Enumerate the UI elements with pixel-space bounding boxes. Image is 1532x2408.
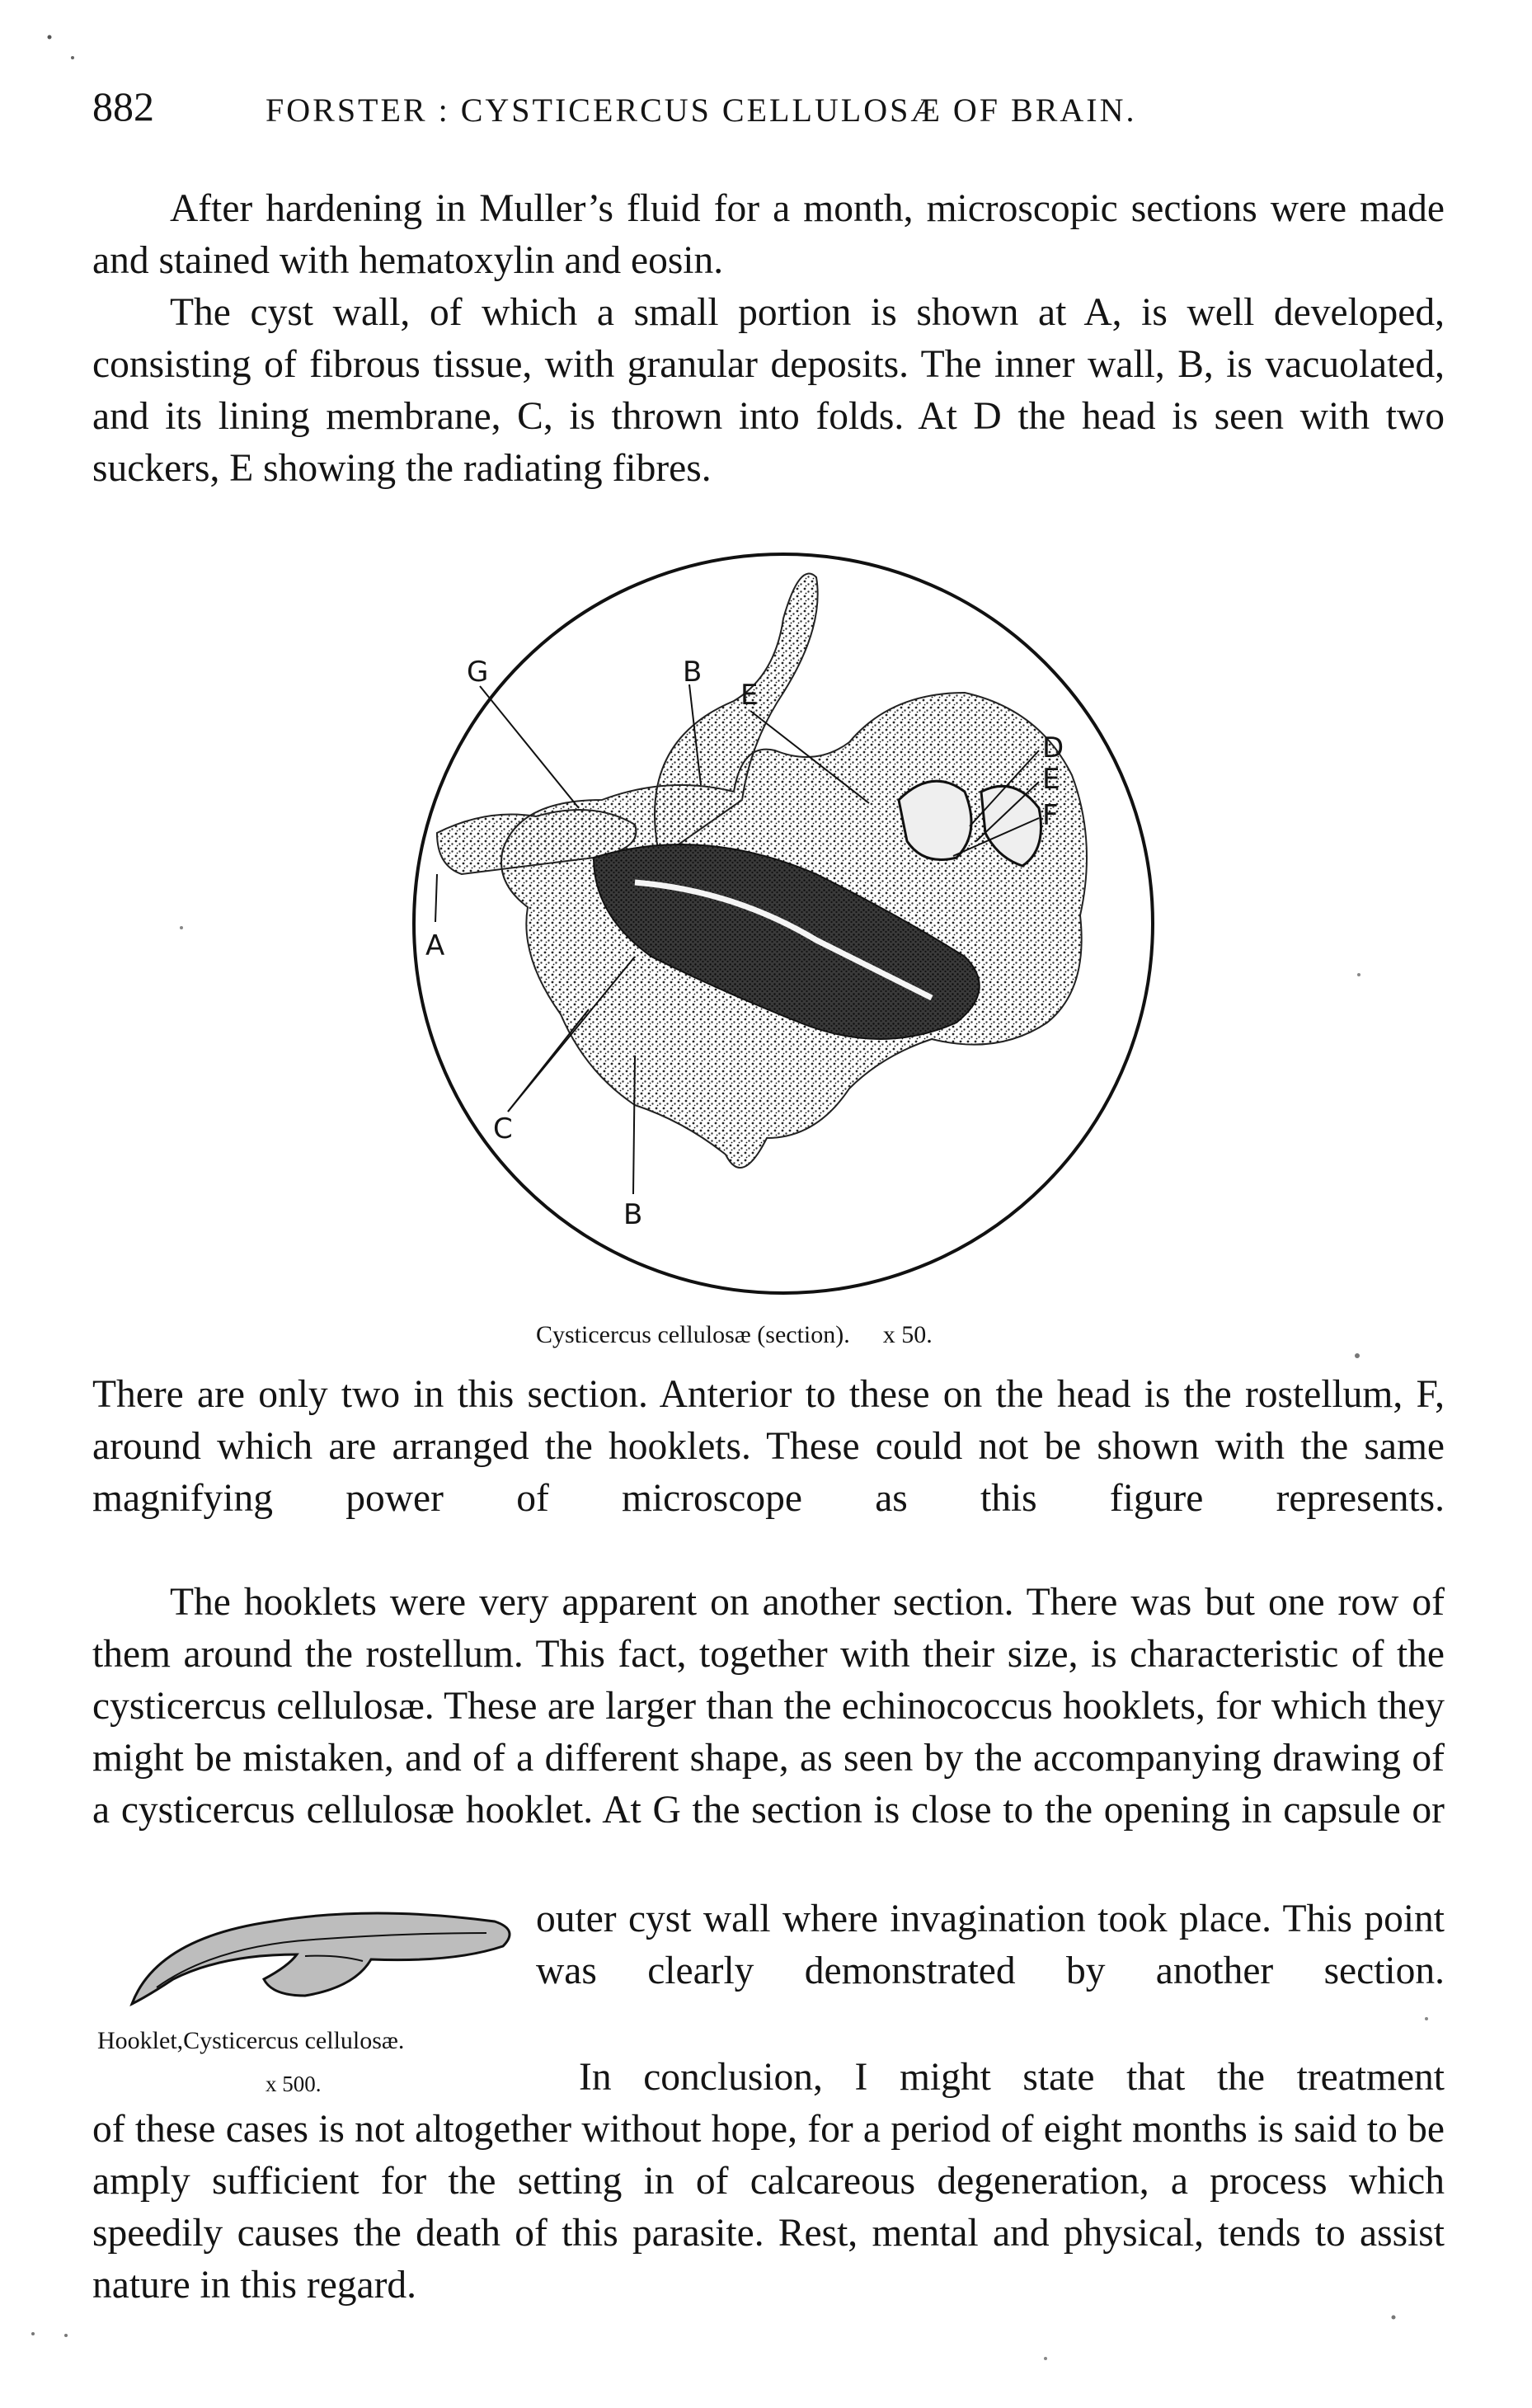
figure-magnification: x 50. [882, 1321, 933, 1348]
label-d: D [1042, 731, 1064, 764]
paragraph-hardening: After hardening in Muller’s fluid for a month, microscopic sections were made and stained with hematoxylin and eosin. [92, 187, 1445, 282]
hooklet-drawing [107, 1897, 519, 2020]
hooklet-caption: Hooklet,Cysticercus cellulosæ. [97, 2027, 405, 2054]
hooklet-magnification: x 500. [266, 2072, 322, 2096]
label-c: C [493, 1112, 513, 1145]
paragraph-hooklets-wrap: outer cyst wall where invagination took place. This point was clearly demonstrated by another section. [536, 1898, 1445, 1992]
label-e-top: E [740, 679, 759, 712]
page-number: 882 [92, 83, 154, 129]
label-a: A [425, 929, 445, 962]
label-f: F [1042, 799, 1059, 832]
paragraph-hooklets: The hooklets were very apparent on another section. There was but one row of them around the rostellum. This fact, together with their size, is characteristic of the cysticercus cellulosæ. These are larger than the echinococcus hooklets, for which they might be mistaken, and of a different shape, as seen by the accompanying drawing of a cysticercus cellulosæ hooklet. At G the section is close to the opening in capsule or [92, 1581, 1445, 1832]
paragraph-rostellum: There are only two in this section. Anterior to these on the head is the rostellum, F, around which are arranged the hooklets. These could not be shown with the same magnifying power of microscope as this figure represents. [92, 1373, 1445, 1520]
section-drawing [388, 528, 1179, 1319]
label-b-bottom: B [623, 1198, 643, 1231]
label-g: G [467, 656, 489, 689]
figure-caption [536, 1321, 933, 1349]
label-e-right: E [1042, 763, 1060, 796]
paragraph-conclusion-first-line: In conclusion, I might state that the treatment [579, 2056, 1445, 2099]
figure-hooklet [107, 1897, 519, 2020]
label-b-top: B [683, 656, 703, 689]
figure-cysticercus-section [388, 528, 1179, 1319]
running-title: FORSTER : CYSTICERCUS CELLULOSÆ OF BRAIN. [266, 92, 1137, 129]
figure-caption-text: Cysticercus cellulosæ (section). [536, 1321, 850, 1348]
paragraph-conclusion: of these cases is not altogether without hope, for a period of eight months is said to be amply sufficient for the setting in of calcareous degeneration, a process which speedily causes the death of this parasite. Rest, mental and physical, tends to assist nature in this regard. [92, 2108, 1445, 2307]
paragraph-cyst-wall: The cyst wall, of which a small portion is shown at A, is well developed, consisting of fibrous tissue, with granular deposits. The inner wall, B, is vacuolated, and its lining membrane, C, is thrown into folds. At D the head is seen with two suckers, E showing the radiating fibres. [92, 291, 1445, 490]
page-header [92, 82, 1445, 132]
